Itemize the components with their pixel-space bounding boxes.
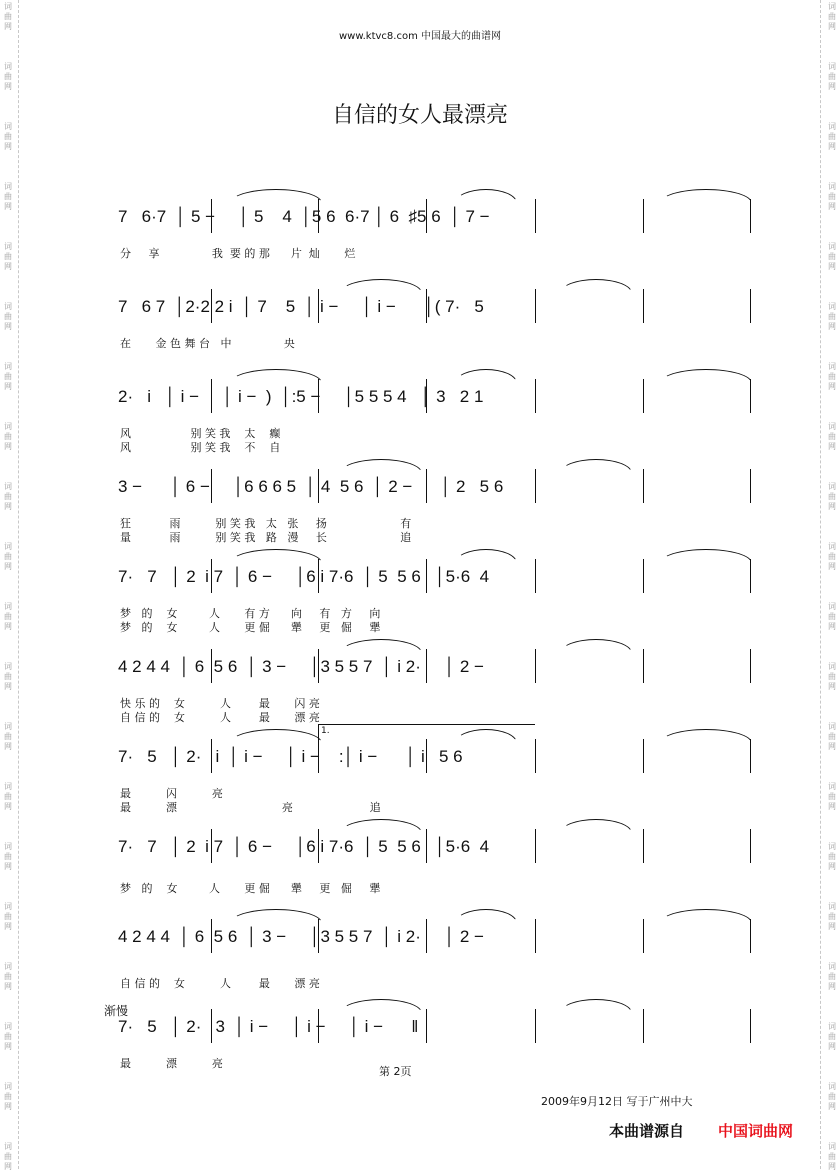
slur-mark xyxy=(230,909,322,923)
bar-line xyxy=(535,289,536,323)
bar-line xyxy=(643,379,644,413)
bar-line xyxy=(750,739,751,773)
bar-line xyxy=(535,559,536,593)
left-watermark-border xyxy=(0,0,16,1169)
bar-line xyxy=(318,649,319,683)
border-watermark-text: 词 曲 网 xyxy=(828,482,836,511)
slur-mark xyxy=(560,999,632,1013)
score-row-notes: 3 − │ 6 − │6 6 6 5 │ 4 5 6 │ 2 − │ 2 5 6 xyxy=(118,477,504,496)
border-watermark-text: 词 曲 网 xyxy=(828,602,836,631)
bar-line xyxy=(426,1009,427,1043)
lyric-line: 自 信 的 女 人 最 漂 亮 xyxy=(120,711,320,724)
song-title: 自信的女人最漂亮 xyxy=(331,103,508,128)
slur-mark xyxy=(660,909,752,923)
border-watermark-text: 词 曲 网 xyxy=(4,1082,12,1111)
bar-line xyxy=(426,559,427,593)
slur-mark xyxy=(340,279,422,293)
score-row-notes: 7· 5 │ 2· 3 │ i − │ i − │ i − ‖ xyxy=(118,1017,419,1036)
slur-mark xyxy=(455,549,517,563)
bar-line xyxy=(426,199,427,233)
bar-line xyxy=(643,199,644,233)
border-watermark-text: 词 曲 网 xyxy=(4,782,12,811)
border-watermark-text: 词 曲 网 xyxy=(828,662,836,691)
bar-line xyxy=(750,829,751,863)
border-watermark-text: 词 曲 网 xyxy=(828,302,836,331)
score-row-notes: 4 2 4 4 │ 6 5 6 │ 3 − │3 5 5 7 │ i 2· │ 2 − xyxy=(118,927,484,946)
lyric-line: 梦 的 女 人 有 方 向 有 方 向 xyxy=(120,607,381,620)
border-watermark-text: 词 曲 网 xyxy=(4,1022,12,1051)
slur-mark xyxy=(660,549,752,563)
slur-mark xyxy=(340,999,422,1013)
slur-mark xyxy=(560,819,632,833)
slur-mark xyxy=(340,459,422,473)
tempo-mark: 渐慢 xyxy=(104,1004,129,1018)
bar-line xyxy=(426,649,427,683)
border-watermark-text: 词 曲 网 xyxy=(828,842,836,871)
lyric-line: 风 别 笑 我 不 自 xyxy=(120,441,281,454)
slur-mark xyxy=(455,369,517,383)
slur-mark xyxy=(230,549,322,563)
border-watermark-text: 词 曲 网 xyxy=(4,842,12,871)
bar-line xyxy=(318,1009,319,1043)
bar-line xyxy=(211,739,212,773)
border-watermark-text: 词 曲 网 xyxy=(828,62,836,91)
bar-line xyxy=(318,379,319,413)
bar-line xyxy=(426,469,427,503)
border-watermark-text: 词 曲 网 xyxy=(4,362,12,391)
lyric-line: 量 雨 别 笑 我 路 漫 长 追 xyxy=(120,531,412,544)
bar-line xyxy=(643,829,644,863)
bar-line xyxy=(426,289,427,323)
bar-line xyxy=(211,559,212,593)
bar-line xyxy=(318,739,319,773)
border-watermark-text: 词 曲 网 xyxy=(828,542,836,571)
bar-line xyxy=(535,919,536,953)
bar-line xyxy=(426,919,427,953)
bar-line xyxy=(535,829,536,863)
bar-line xyxy=(426,379,427,413)
border-watermark-text: 词 曲 网 xyxy=(4,62,12,91)
bar-line xyxy=(535,649,536,683)
border-watermark-text: 词 曲 网 xyxy=(4,902,12,931)
bar-line xyxy=(750,469,751,503)
border-watermark-text: 词 曲 网 xyxy=(4,542,12,571)
border-watermark-text: 词 曲 网 xyxy=(828,962,836,991)
bar-line xyxy=(535,199,536,233)
bar-line xyxy=(643,1009,644,1043)
bar-line xyxy=(318,559,319,593)
border-watermark-text: 词 曲 网 xyxy=(4,602,12,631)
page-number: 第 2页 xyxy=(379,1065,412,1078)
lyric-line: 梦 的 女 人 更 倔 犟 更 倔 犟 xyxy=(120,621,381,634)
border-watermark-text: 词 曲 网 xyxy=(828,242,836,271)
bar-line xyxy=(211,649,212,683)
lyric-line: 风 别 笑 我 太 癫 xyxy=(120,427,281,440)
slur-mark xyxy=(230,189,322,203)
right-watermark-border xyxy=(824,0,840,1169)
border-watermark-text: 词 曲 网 xyxy=(4,182,12,211)
bar-line xyxy=(535,739,536,773)
bar-line xyxy=(750,289,751,323)
border-watermark-text: 词 曲 网 xyxy=(828,362,836,391)
border-watermark-text: 词 曲 网 xyxy=(828,1022,836,1051)
slur-mark xyxy=(660,189,752,203)
slur-mark xyxy=(340,639,422,653)
bar-line xyxy=(643,289,644,323)
lyric-line: 分 享 我 要 的 那 片 灿 烂 xyxy=(120,247,356,260)
slur-mark xyxy=(455,909,517,923)
border-watermark-text: 词 曲 网 xyxy=(4,482,12,511)
slur-mark xyxy=(660,729,752,743)
border-watermark-text: 词 曲 网 xyxy=(4,662,12,691)
bar-line xyxy=(535,379,536,413)
border-watermark-text: 词 曲 网 xyxy=(828,902,836,931)
score-row-notes: 7· 7 │ 2 i 7 │ 6 − │6 i 7·6 │ 5 5 6 │5·6 4 xyxy=(118,567,490,586)
lyric-line: 狂 雨 别 笑 我 太 张 扬 有 xyxy=(120,517,412,530)
border-watermark-text: 词 曲 网 xyxy=(4,962,12,991)
slur-mark xyxy=(560,459,632,473)
bar-line xyxy=(211,469,212,503)
bar-line xyxy=(643,559,644,593)
score-row-notes: 7 6·7 │ 5 − │ 5 4 │5 6 6·7 │ 6 ♯5 6 │ 7 − xyxy=(118,207,490,226)
bar-line xyxy=(750,559,751,593)
slur-mark xyxy=(340,819,422,833)
bar-line xyxy=(318,199,319,233)
border-watermark-text: 词 曲 网 xyxy=(828,182,836,211)
border-watermark-text: 词 曲 网 xyxy=(4,122,12,151)
bar-line xyxy=(643,739,644,773)
bar-line xyxy=(643,469,644,503)
score-row-notes: 7· 5 │ 2· i │ i − │ i − :│ i − │ i 5 6 xyxy=(118,747,463,766)
lyric-line: 最 漂 亮 追 xyxy=(120,801,381,814)
date-note: 2009年9月12日 写于广州中大 xyxy=(541,1095,693,1108)
border-watermark-text: 词 曲 网 xyxy=(4,302,12,331)
bar-line xyxy=(318,289,319,323)
border-watermark-text: 词 曲 网 xyxy=(4,2,12,31)
slur-mark xyxy=(455,189,517,203)
lyric-line: 快 乐 的 女 人 最 闪 亮 xyxy=(120,697,320,710)
bar-line xyxy=(318,469,319,503)
border-watermark-text: 词 曲 网 xyxy=(828,422,836,451)
bar-line xyxy=(535,1009,536,1043)
bar-line xyxy=(426,739,427,773)
score-row-notes: 7 6 7 │2·2 2 i │ 7 5 │ i − │ i − │( 7· 5 xyxy=(118,297,484,316)
score-row-notes: 2· i │ i − │ i − ) │:5 − │5 5 5 4 │ 3 2 1 xyxy=(118,387,484,406)
border-watermark-text: 词 曲 网 xyxy=(4,1142,12,1171)
bar-line xyxy=(211,379,212,413)
border-watermark-text: 词 曲 网 xyxy=(828,2,836,31)
bar-line xyxy=(211,199,212,233)
bar-line xyxy=(535,469,536,503)
first-ending-bracket xyxy=(318,724,535,739)
site-header: www.ktvc8.com 中国最大的曲谱网 xyxy=(338,31,501,42)
bar-line xyxy=(211,919,212,953)
score-row-notes: 7· 7 │ 2 i 7 │ 6 − │6 i 7·6 │ 5 5 6 │5·6 4 xyxy=(118,837,490,856)
bar-line xyxy=(750,919,751,953)
border-watermark-text: 词 曲 网 xyxy=(828,1082,836,1111)
bar-line xyxy=(643,919,644,953)
bar-line xyxy=(211,289,212,323)
bar-line xyxy=(318,829,319,863)
bar-line xyxy=(211,1009,212,1043)
lyric-line: 最 闪 亮 xyxy=(120,787,223,800)
slur-mark xyxy=(660,369,752,383)
slur-mark xyxy=(560,279,632,293)
left-dashed-line xyxy=(18,0,19,1169)
border-watermark-text: 词 曲 网 xyxy=(4,722,12,751)
bar-line xyxy=(750,649,751,683)
bar-line xyxy=(211,829,212,863)
first-ending-label: 1. xyxy=(321,726,330,736)
slur-mark xyxy=(230,729,322,743)
border-watermark-text: 词 曲 网 xyxy=(4,422,12,451)
border-watermark-text: 词 曲 网 xyxy=(828,722,836,751)
bar-line xyxy=(643,649,644,683)
border-watermark-text: 词 曲 网 xyxy=(4,242,12,271)
slur-mark xyxy=(560,639,632,653)
bar-line xyxy=(318,919,319,953)
bar-line xyxy=(750,199,751,233)
bar-line xyxy=(750,379,751,413)
right-dashed-line xyxy=(820,0,821,1169)
bar-line xyxy=(426,829,427,863)
border-watermark-text: 词 曲 网 xyxy=(828,782,836,811)
score-row-notes: 4 2 4 4 │ 6 5 6 │ 3 − │3 5 5 7 │ i 2· │ 2 − xyxy=(118,657,484,676)
border-watermark-text: 词 曲 网 xyxy=(828,1142,836,1171)
slur-mark xyxy=(230,369,322,383)
lyric-line: 梦 的 女 人 更 倔 犟 更 倔 犟 xyxy=(120,882,381,895)
source-brand: 中国词曲网 xyxy=(718,1122,794,1140)
source-label: 本曲谱源自 xyxy=(609,1122,685,1140)
lyric-line: 自 信 的 女 人 最 漂 亮 xyxy=(120,977,320,990)
lyric-line: 最 漂 亮 xyxy=(120,1057,223,1070)
lyric-line: 在 金 色 舞 台 中 央 xyxy=(120,337,295,350)
border-watermark-text: 词 曲 网 xyxy=(828,122,836,151)
bar-line xyxy=(750,1009,751,1043)
